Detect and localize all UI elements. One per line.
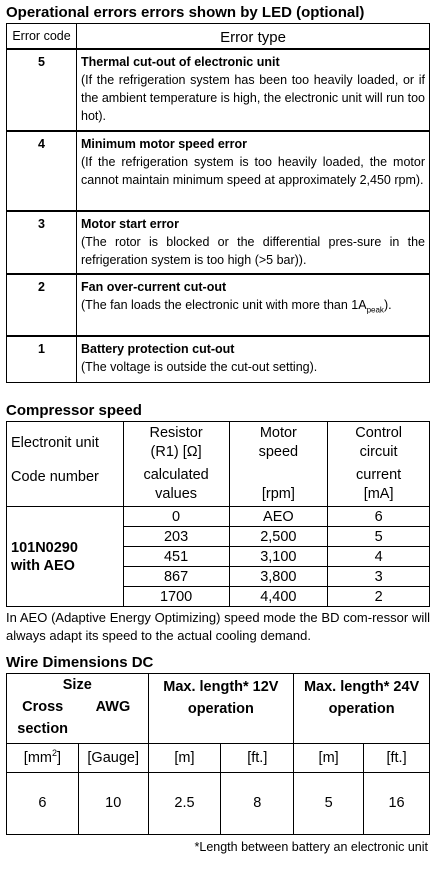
error-description <box>81 296 425 320</box>
speed-value: 4,400 <box>229 587 328 607</box>
resistor-value: 203 <box>123 527 229 547</box>
motor-unit-label: [rpm] <box>261 486 295 502</box>
compressor-speed-title: Compressor speed <box>6 402 142 419</box>
current-value: 6 <box>328 507 430 527</box>
wire-dimensions-table <box>6 673 430 835</box>
unit-mm2-sup: 2 <box>51 748 57 759</box>
error-description-cell <box>77 131 430 211</box>
speed-value: 3,100 <box>229 547 328 567</box>
error-description-cell <box>77 336 430 383</box>
error-description-cell <box>77 49 430 131</box>
resistor-value: 867 <box>123 567 229 587</box>
resistor-value: 0 <box>123 507 229 527</box>
error-type-header: Error type <box>77 24 430 49</box>
error-code-header: Error code <box>7 24 77 49</box>
table-row <box>7 773 430 835</box>
length-m-12v-value: 2.5 <box>148 773 221 835</box>
length-ft-12v-value: 8 <box>221 773 294 835</box>
length-ft-24v-value: 16 <box>364 773 430 835</box>
unit-mm2 <box>7 744 79 773</box>
error-description-subscript: peak <box>366 305 384 314</box>
error-code: 5 <box>7 49 77 131</box>
unit-label: Electronit unit <box>11 435 99 451</box>
cross-section-header-text: Cross section <box>17 698 69 737</box>
error-code: 3 <box>7 211 77 274</box>
error-code: 1 <box>7 336 77 383</box>
error-description-main: (The fan loads the electronic unit with more than 1A <box>81 297 367 312</box>
error-code: 2 <box>7 274 77 336</box>
unit-header-cell <box>7 422 124 507</box>
resistor-header-cell <box>123 422 229 507</box>
table-row <box>7 336 430 383</box>
table-row <box>7 49 430 131</box>
current-value: 4 <box>328 547 430 567</box>
errors-table <box>6 23 430 383</box>
error-description: (The voltage is outside the cut-out setting). <box>81 359 318 374</box>
motor-label: Motor speed <box>258 425 299 460</box>
model-line-1: 101N0290 <box>11 539 78 556</box>
unit-ft-24v: [ft.] <box>364 744 430 773</box>
error-code: 4 <box>7 131 77 211</box>
code-label: Code number <box>11 469 99 485</box>
compressor-speed-table <box>6 421 430 607</box>
unit-gauge: [Gauge] <box>78 744 148 773</box>
max24-header <box>294 674 430 744</box>
error-title: Minimum motor speed error <box>81 136 247 151</box>
cross-section-value: 6 <box>7 773 79 835</box>
unit-m-12v: [m] <box>148 744 221 773</box>
max12-header <box>148 674 294 744</box>
errors-header-row <box>7 24 430 49</box>
current-value: 5 <box>328 527 430 547</box>
wire-footnote: *Length between battery an electronic unit <box>194 840 428 854</box>
unit-mm2-post: ] <box>57 749 62 766</box>
current-value: 3 <box>328 567 430 587</box>
error-description-cell <box>77 274 430 336</box>
resistor-label: Resistor (R1) [Ω] <box>149 425 203 460</box>
cross-section-header <box>7 696 79 744</box>
table-row <box>7 131 430 211</box>
speed-value: 2,500 <box>229 527 328 547</box>
error-title: Thermal cut-out of electronic unit <box>81 54 280 69</box>
unit-mm2-pre: [mm <box>23 749 52 766</box>
control-sub-label: current [mA] <box>356 467 402 502</box>
current-value: 2 <box>328 587 430 607</box>
aeo-note: In AEO (Adaptive Energy Optimizing) speed mode the BD com-ressor will always adapt its speed to the actual cooling demand. <box>6 610 430 643</box>
model-cell <box>7 507 124 607</box>
awg-header: AWG <box>78 696 148 744</box>
table-row <box>7 507 430 527</box>
table-row <box>7 274 430 336</box>
resistor-sub-label: calculated values <box>143 467 209 502</box>
control-header-cell <box>328 422 430 507</box>
awg-value: 10 <box>78 773 148 835</box>
resistor-value: 1700 <box>123 587 229 607</box>
compressor-header-row <box>7 422 430 507</box>
control-label: Control circuit <box>355 425 402 460</box>
max12-header-text: Max. length* 12V operation <box>163 679 279 717</box>
unit-m-24v: [m] <box>294 744 364 773</box>
error-description: (The rotor is blocked or the differential pres-sure in the refrigeration system is too high (>5 bar)). <box>81 234 425 267</box>
speed-value: 3,800 <box>229 567 328 587</box>
wire-units-row <box>7 744 430 773</box>
error-title: Fan over-current cut-out <box>81 279 227 294</box>
max24-header-text: Max. length* 24V operation <box>303 679 420 717</box>
table-row <box>7 211 430 274</box>
error-description: (If the refrigeration system is too heavily loaded, the motor cannot maintain minimum speed at approximately 2,450 rpm). <box>81 154 425 187</box>
motor-header-cell <box>229 422 328 507</box>
error-description-cell <box>77 211 430 274</box>
size-header: Size <box>7 674 149 696</box>
length-m-24v-value: 5 <box>294 773 364 835</box>
model-line-2: with AEO <box>11 557 75 574</box>
resistor-value: 451 <box>123 547 229 567</box>
wire-dimensions-title: Wire Dimensions DC <box>6 654 154 671</box>
wire-header-row <box>7 674 430 696</box>
unit-ft-12v: [ft.] <box>221 744 294 773</box>
speed-value: AEO <box>229 507 328 527</box>
error-title: Motor start error <box>81 216 179 231</box>
error-description-end: ). <box>383 297 392 312</box>
error-description: (If the refrigeration system has been too heavily loaded, or if the ambient temperature is high, the electronic unit will run too hot). <box>81 72 425 123</box>
error-title: Battery protection cut-out <box>81 341 235 356</box>
errors-title: Operational errors errors shown by LED (optional) <box>6 4 365 21</box>
